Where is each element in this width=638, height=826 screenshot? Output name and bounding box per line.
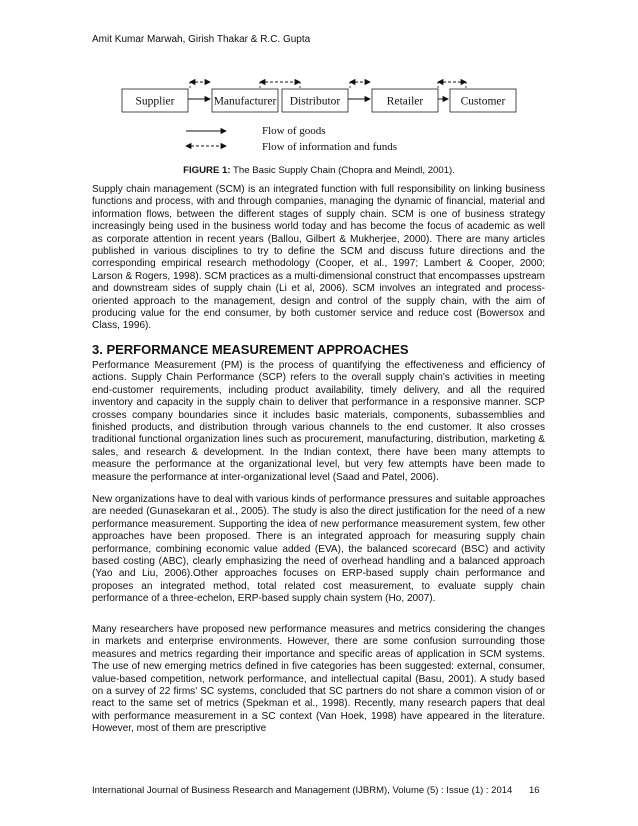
legend-goods-label: Flow of goods xyxy=(262,125,326,137)
node-label-customer: Customer xyxy=(460,95,506,108)
node-label-distributor: Distributor xyxy=(289,95,341,108)
journal-footer: International Journal of Business Research and Management (IJBRM), Volume (5) : Issue (1) : 2014 xyxy=(92,785,513,796)
legend-info-label: Flow of information and funds xyxy=(262,141,398,153)
node-label-manufacturer: Manufacturer xyxy=(213,95,277,108)
paragraph-metrics: Many researchers have proposed new performance measures and metrics considering the changes in markets and enterprise environments. However, there are some confusion surrounding those measures and metrics regarding their importance and specific areas of application in SCM systems. The use of new emerging metrics defined in five categories has been suggested: external, consumer, value-based competition, network performance, and intellectual capital (Basu, 2001). A study based on a survey of 22 firms' SC systems, concluded that SC partners do not share a common vision of or react to the same set of metrics (Spekman et al., 1998). Recently, many research papers that deal with performance measurement in a SC context (Van Hoek, 1998) have appeared in the literature. However, most of them are prescriptive xyxy=(92,624,545,735)
supply-chain-diagram xyxy=(0,0,638,160)
running-header: Amit Kumar Marwah, Girish Thakar & R.C. Gupta xyxy=(92,34,311,45)
page-number: 16 xyxy=(529,785,540,796)
paragraph-new-approaches: New organizations have to deal with various kinds of performance pressures and suitable approaches are needed (Gunasekaran et al., 2005). The study is also the direct justification for the need of a new performance measurement. Supporting the idea of new performance measurement system, few other approaches have been proposed. There is an integrated approach for measuring supply chain performance, combining economic value added (EVA), the balanced scorecard (BSC) and activity based costing (ABC), clearly emphasizing the need of overhead handling and a balanced approach (Yao and Liu, 2006).Other approaches focuses on ERP-based supply chain performance and proposes an integrated method, total related cost measurement, to evaluate supply chain performance of a three-echelon, ERP-based supply chain system (Ho, 2007). xyxy=(92,494,545,605)
figure-caption xyxy=(0,165,638,176)
paragraph-performance-measurement: Performance Measurement (PM) is the process of quantifying the effectiveness and efficiency of actions. Supply Chain Performance (SCP) refers to the overall supply chain's activities in meeting end-customer requirements, including product availability, timely delivery, and all the required inventory and capacity in the supply chain to deliver that performance in a responsive manner. SCP crosses company boundaries since it includes basic materials, components, subassemblies and finished products, and distribution through various channels to the end customer. It also crosses traditional functional organization lines such as procurement, manufacturing, distribution, marketing & sales, and research & development. In the Indian context, there have been many attempts to measure the performance at the organizational level, but very few attempts have been made to measure the performance at inter-organizational level (Saad and Patel, 2006). xyxy=(92,360,545,483)
section-heading: 3. PERFORMANCE MEASUREMENT APPROACHES xyxy=(92,342,409,357)
caption-label: FIGURE 1: xyxy=(183,165,231,176)
caption-text: The Basic Supply Chain (Chopra and Meindl, 2001). xyxy=(233,165,455,176)
node-label-retailer: Retailer xyxy=(386,95,424,108)
node-label-supplier: Supplier xyxy=(135,95,175,108)
paragraph-scm-intro: Supply chain management (SCM) is an integrated function with full responsibility on linking business functions and process, with and through companies, managing the dynamic of financial, material and information flows, between the different stages of supply chain. SCM is one of business strategy increasingly being used in the business world today and has become the focus of academic as well as corporate attention in recent years (Ballou, Gilbert & Mukherjee, 2000). There are many articles published in various disciplines to try to define the SCM and discuss future directions and the corresponding empirical research methodology (Cooper, et al., 1997; Lambert & Cooper, 2000; Larson & Rogers, 1998). SCM practices as a multi-dimensional construct that encompasses upstream and downstream sides of supply chain (Li et al, 2006). SCM involves an integrated and process-oriented approach to the management, design and control of the supply chain, with the aim of producing value for the end consumer, by both customer service and reduce cost (Bowersox and Class, 1996). xyxy=(92,184,545,332)
